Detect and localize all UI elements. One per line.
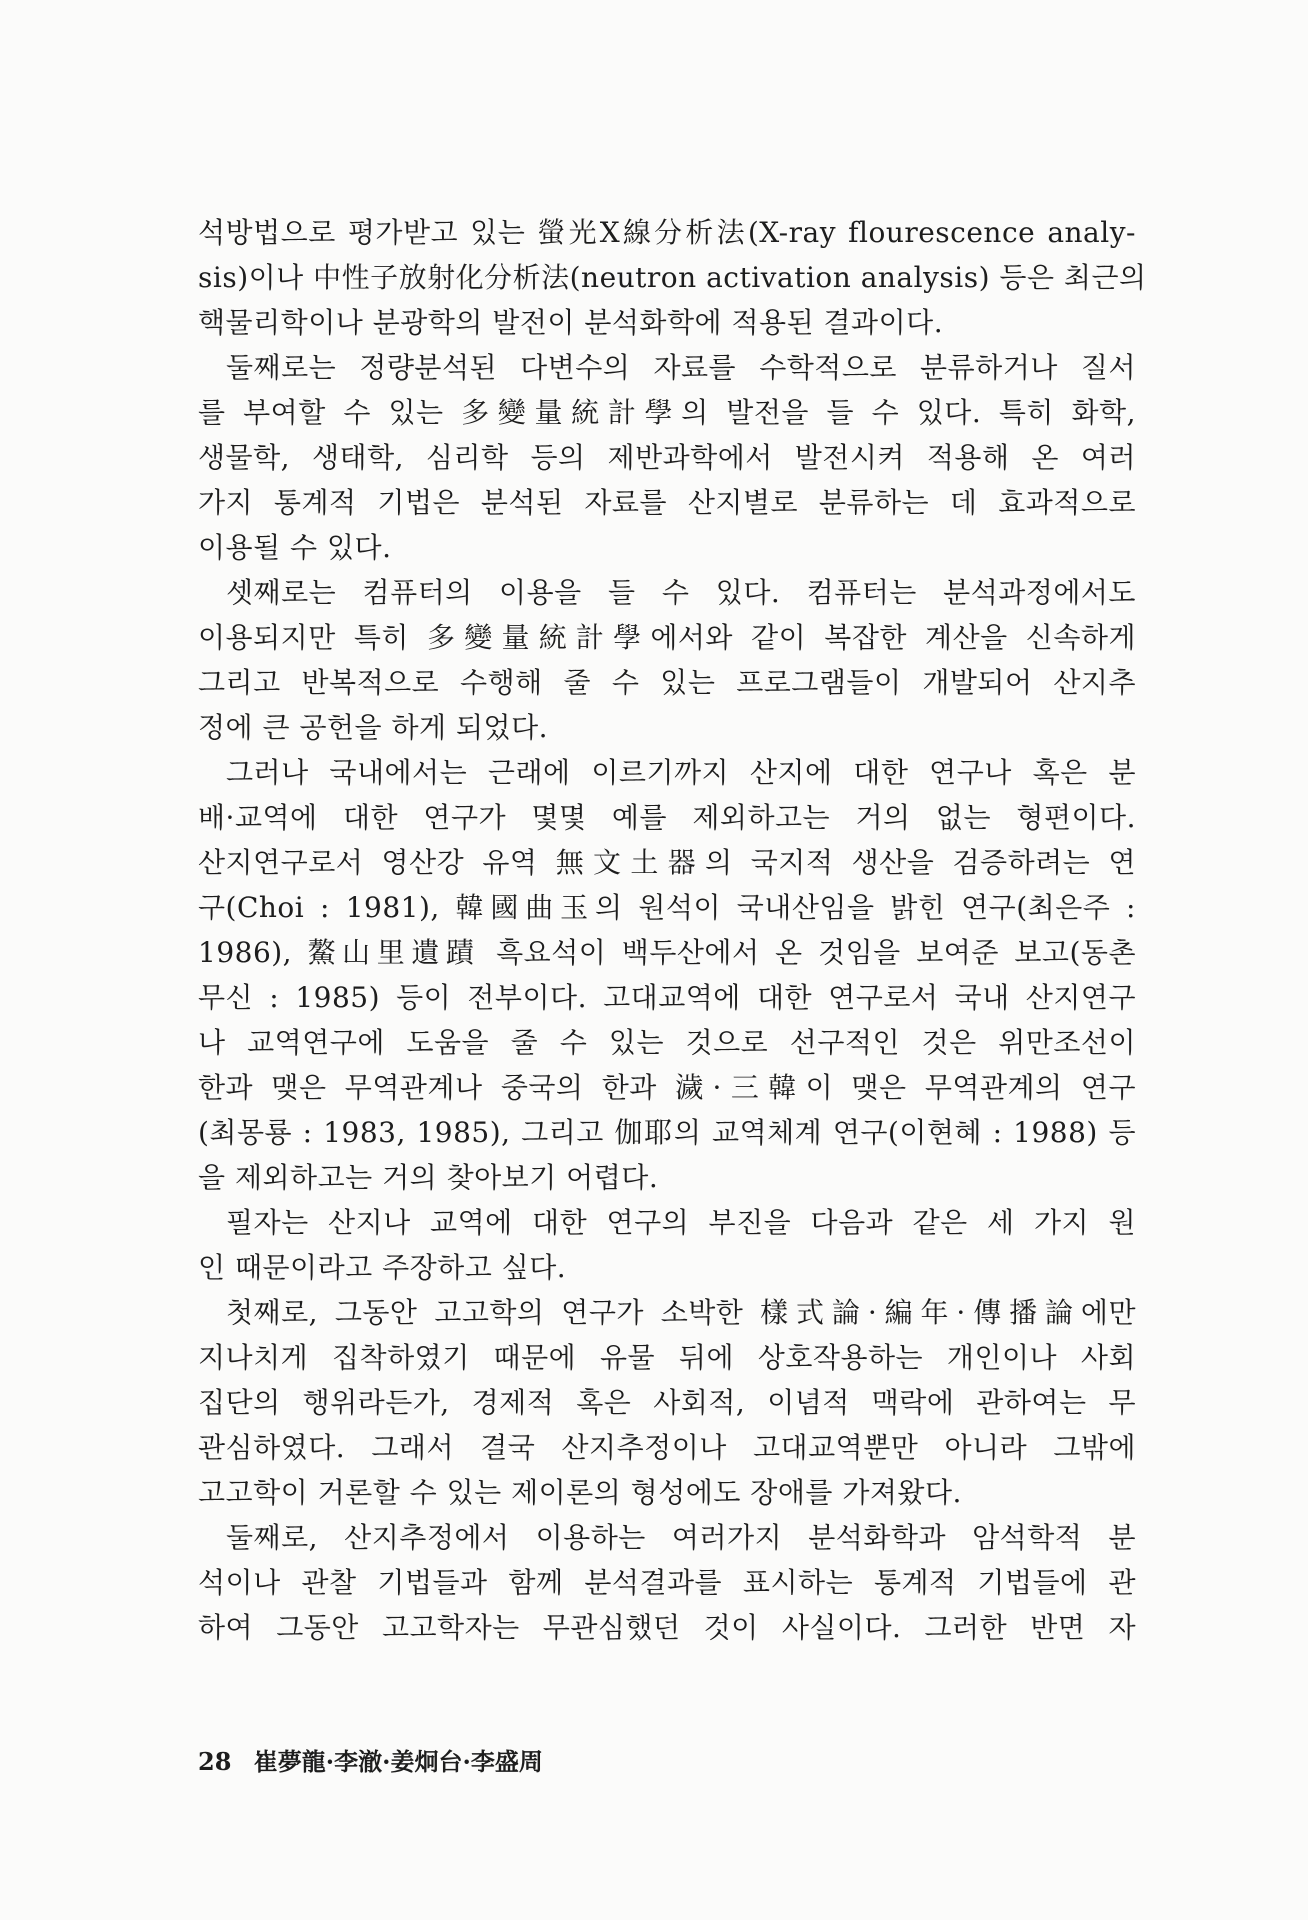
text-line: 석방법으로 평가받고 있는 螢光X線分析法(X-ray flourescence analy- [198, 216, 1136, 249]
text-line: 생물학, 생태학, 심리학 등의 제반과학에서 발전시켜 적용해 온 여러 [198, 441, 1136, 474]
text-line: 필자는 산지나 교역에 대한 연구의 부진을 다음과 같은 세 가지 원 [226, 1206, 1136, 1239]
text-line: 이용되지만 특히 多變量統計學에서와 같이 복잡한 계산을 신속하게 [198, 621, 1136, 654]
page-footer [198, 1742, 543, 1782]
text-line: 나 교역연구에 도움을 줄 수 있는 것으로 선구적인 것은 위만조선이 [198, 1026, 1136, 1059]
text-line: 셋째로는 컴퓨터의 이용을 들 수 있다. 컴퓨터는 분석과정에서도 [226, 576, 1136, 609]
text-line: 고고학이 거론할 수 있는 제이론의 형성에도 장애를 가져왔다. [198, 1476, 962, 1509]
text-line: 무신 : 1985) 등이 전부이다. 고대교역에 대한 연구로서 국내 산지연구 [198, 981, 1136, 1014]
page-number: 28 [198, 1747, 232, 1776]
text-line: 둘째로, 산지추정에서 이용하는 여러가지 분석화학과 암석학적 분 [226, 1521, 1136, 1554]
text-line: 를 부여할 수 있는 多變量統計學의 발전을 들 수 있다. 특히 화학, [198, 396, 1136, 429]
text-line: 그러나 국내에서는 근래에 이르기까지 산지에 대한 연구나 혹은 분 [226, 756, 1136, 789]
text-line: 인 때문이라고 주장하고 싶다. [198, 1251, 567, 1284]
text-line: 지나치게 집착하였기 때문에 유물 뒤에 상호작용하는 개인이나 사회 [198, 1341, 1136, 1374]
text-line: 가지 통계적 기법은 분석된 자료를 산지별로 분류하는 데 효과적으로 [198, 486, 1136, 519]
text-line: 산지연구로서 영산강 유역 無文土器의 국지적 생산을 검증하려는 연 [198, 846, 1136, 879]
text-line: sis)이나 中性子放射化分析法(neutron activation analysis) 등은 최근의 [198, 261, 1147, 294]
text-line: 을 제외하고는 거의 찾아보기 어렵다. [198, 1161, 659, 1194]
text-line: (최몽룡 : 1983, 1985), 그리고 伽耶의 교역체계 연구(이현혜 : 1988) 등 [198, 1116, 1136, 1149]
text-line: 그리고 반복적으로 수행해 줄 수 있는 프로그램들이 개발되어 산지추 [198, 666, 1136, 699]
text-line: 1986), 鰲山里遺蹟 흑요석이 백두산에서 온 것임을 보여준 보고(동촌 [198, 936, 1136, 969]
text-line: 첫째로, 그동안 고고학의 연구가 소박한 樣式論·編年·傳播論에만 [226, 1296, 1136, 1329]
text-line: 한과 맺은 무역관계나 중국의 한과 濊·三韓이 맺은 무역관계의 연구 [198, 1071, 1136, 1104]
text-line: 배·교역에 대한 연구가 몇몇 예를 제외하고는 거의 없는 형편이다. [198, 801, 1136, 834]
text-line: 석이나 관찰 기법들과 함께 분석결과를 표시하는 통계적 기법들에 관 [198, 1566, 1136, 1599]
text-line: 관심하였다. 그래서 결국 산지추정이나 고대교역뿐만 아니라 그밖에 [198, 1431, 1136, 1464]
body-text [198, 210, 1147, 1650]
running-footer-authors: 崔夢龍·李澈·姜炯台·李盛周 [253, 1747, 543, 1776]
text-line: 하여 그동안 고고학자는 무관심했던 것이 사실이다. 그러한 반면 자 [198, 1611, 1136, 1644]
text-line: 둘째로는 정량분석된 다변수의 자료를 수학적으로 분류하거나 질서 [226, 351, 1136, 384]
text-line: 집단의 행위라든가, 경제적 혹은 사회적, 이념적 맥락에 관하여는 무 [198, 1386, 1136, 1419]
text-line: 구(Choi : 1981), 韓國曲玉의 원석이 국내산임을 밝힌 연구(최은주 : [198, 891, 1136, 924]
text-line: 이용될 수 있다. [198, 531, 392, 564]
text-line: 정에 큰 공헌을 하게 되었다. [198, 711, 549, 744]
text-line: 핵물리학이나 분광학의 발전이 분석화학에 적용된 결과이다. [198, 306, 944, 339]
